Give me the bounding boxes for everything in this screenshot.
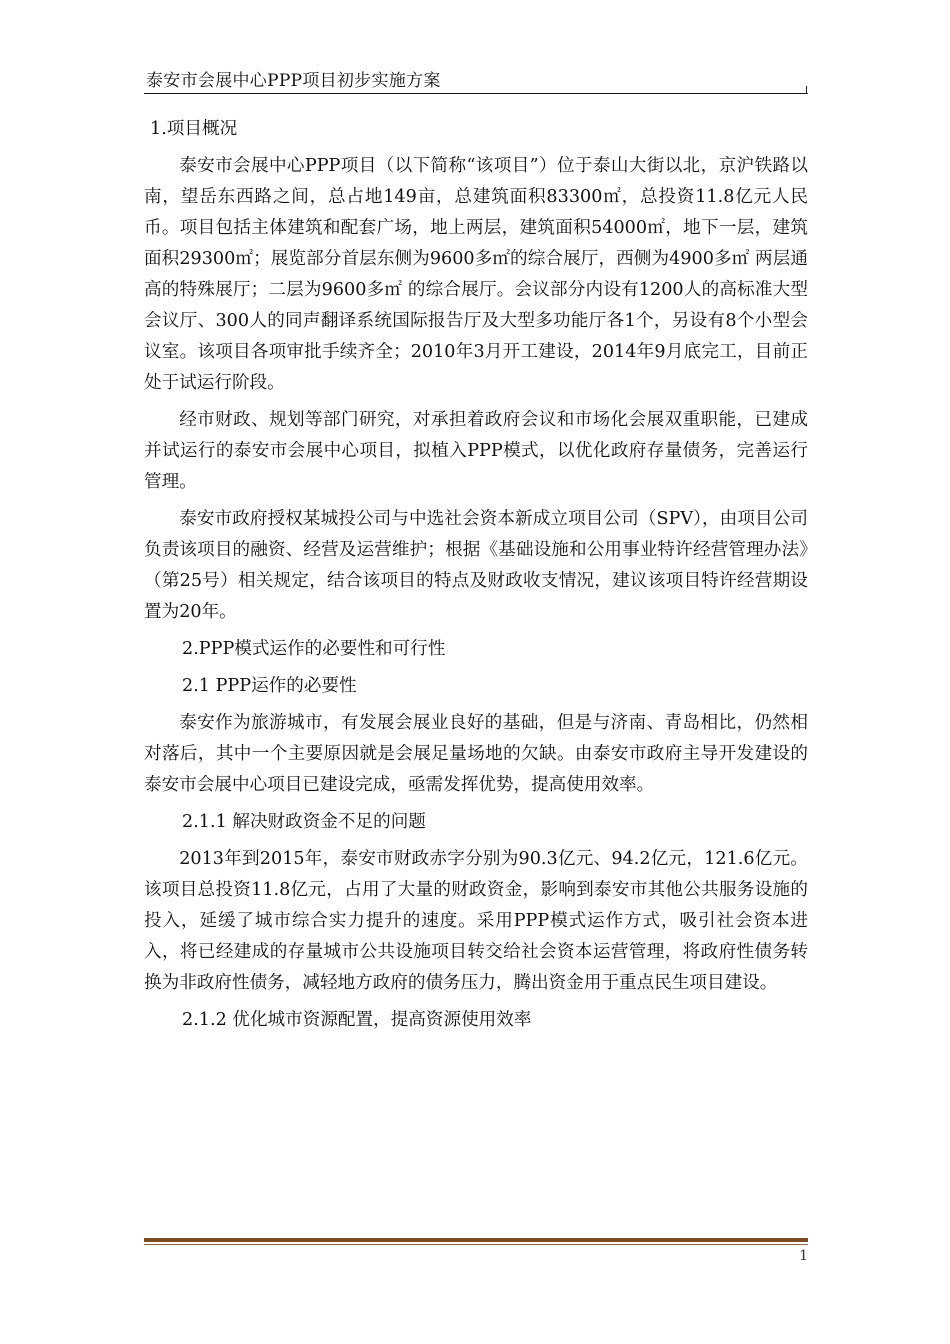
section-2-1-2-heading: 2.1.2 优化城市资源配置，提高资源使用效率 <box>182 1010 532 1030</box>
header-rule-tick <box>806 86 807 94</box>
section-2-heading: 2.PPP模式运作的必要性和可行性 <box>182 639 446 659</box>
page-number: 1 <box>799 1248 808 1264</box>
footer-rule <box>144 1238 808 1242</box>
paragraph-necessity: 泰安作为旅游城市，有发展会展业良好的基础，但是与济南、青岛相比，仍然相对落后，其中一个主要原因就是会展足量场地的欠缺。由泰安市政府主导开发建设的泰安市会展中心项目已建设完成，亟需发挥优势，提高使用效率。 <box>144 713 808 795</box>
paragraph-fiscal-deficit: 2013年到2015年，泰安市财政赤字分别为90.3亿元、94.2亿元，121.6亿元。该项目总投资11.8亿元，占用了大量的财政资金，影响到泰安市其他公共服务设施的投入，延缓了城市综合实力提升的速度。采用PPP模式运作方式，吸引社会资本进入，将已经建成的存量城市公共设施项目转交给社会资本运营管理，将政府性债务转换为非政府性债务，减轻地方政府的债务压力，腾出资金用于重点民生项目建设。 <box>144 849 808 993</box>
paragraph-spv-concession: 泰安市政府授权某城投公司与中选社会资本新成立项目公司（SPV），由项目公司负责该项目的融资、经营及运营维护；根据《基础设施和公用事业特许经营管理办法》（第25号）相关规定，结合该项目的特点及财政收支情况，建议该项目特许经营期设置为20年。 <box>144 509 808 622</box>
header-rule <box>144 93 808 94</box>
paragraph-project-overview: 泰安市会展中心PPP项目（以下简称“该项目”）位于泰山大街以北，京沪铁路以南，望岳东西路之间，总占地149亩，总建筑面积83300㎡，总投资11.8亿元人民币。项目包括主体建筑和配套广场，地上两层，建筑面积54000㎡，地下一层，建筑面积29300㎡；展览部分首层东侧为9600多㎡的综合展厅，西侧为4900多㎡ 两层通高的特殊展厅；二层为9600多㎡ 的综合展厅。会议部分内设有1200人的高标准大型会议厅、300人的同声翻译系统国际报告厅及大型多功能厅各1个，另设有8个小型会议室。该项目各项审批手续齐全；2010年3月开工建设，2014年9月底完工，目前正处于试运行阶段。 <box>144 156 808 393</box>
footer-rule-thin <box>144 1244 808 1245</box>
document-body <box>144 114 808 1042</box>
section-2-1-heading: 2.1 PPP运作的必要性 <box>182 676 357 696</box>
section-1-heading: 1.项目概况 <box>150 119 238 139</box>
paragraph-ppp-adoption: 经市财政、规划等部门研究，对承担着政府会议和市场化会展双重职能，已建成并试运行的泰安市会展中心项目，拟植入PPP模式，以优化政府存量债务，完善运行管理。 <box>144 410 808 492</box>
section-2-1-1-heading: 2.1.1 解决财政资金不足的问题 <box>182 812 426 832</box>
header-title: 泰安市会展中心PPP项目初步实施方案 <box>146 71 441 91</box>
